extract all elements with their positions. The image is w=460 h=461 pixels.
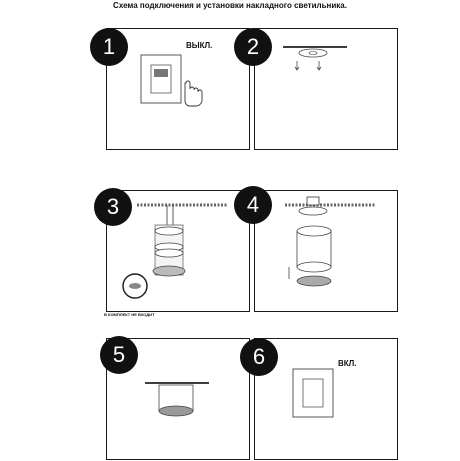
ceiling-mount-illustration: [255, 29, 399, 151]
step-4-badge: 4: [234, 186, 272, 224]
assembly-illustration: [255, 191, 399, 313]
step-3-badge: 3: [94, 188, 132, 226]
step-5-badge: 5: [100, 336, 138, 374]
step-3-stamp: В КОМПЛЕКТ НЕ ВХОДИТ: [104, 312, 155, 317]
step-1-label: ВЫКЛ.: [186, 41, 213, 50]
step-6-badge: 6: [240, 338, 278, 376]
step-6-label: ВКЛ.: [338, 359, 357, 368]
step-4-panel: [254, 190, 398, 312]
step-2-panel: [254, 28, 398, 150]
diagram-title: Схема подключения и установки накладного светильника.: [113, 1, 347, 10]
step-1-badge: 1: [90, 28, 128, 66]
switch-off-illustration: [107, 29, 251, 151]
step-2-badge: 2: [234, 28, 272, 66]
